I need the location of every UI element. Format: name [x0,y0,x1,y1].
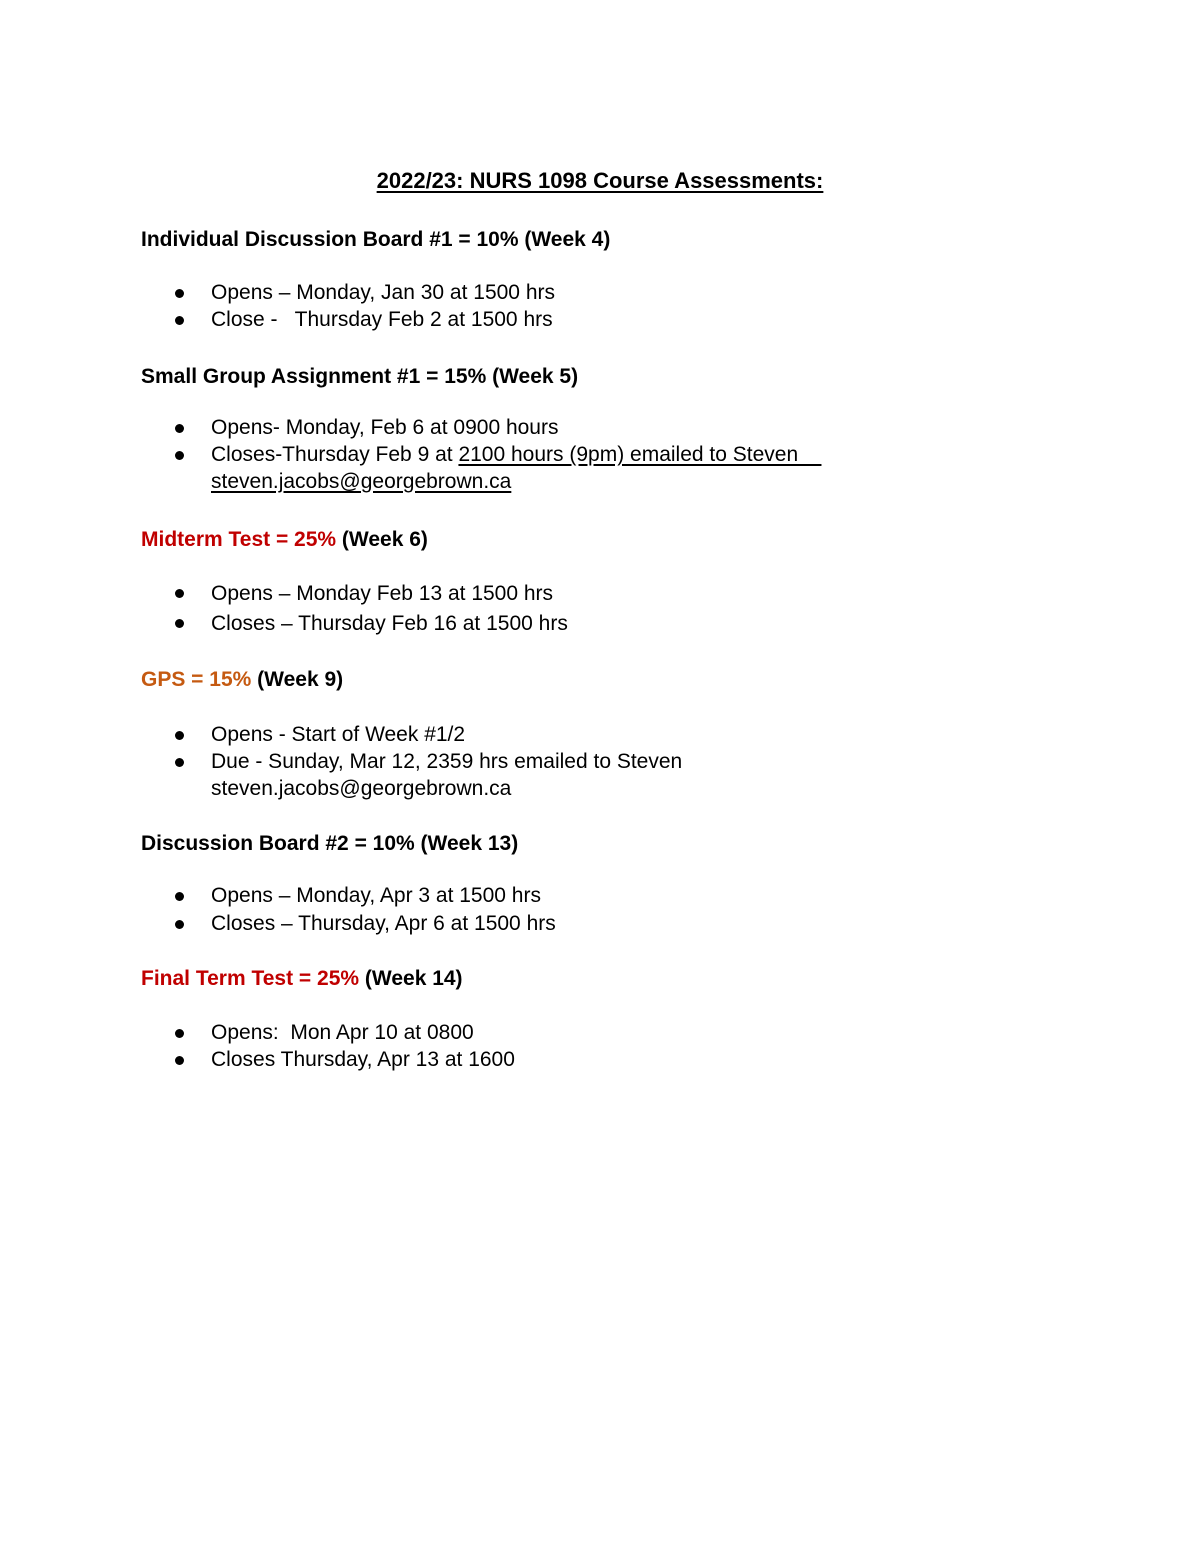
section-heading [141,362,1041,392]
section-heading-highlight: Final Term Test = 25% [141,967,360,990]
list-item-text: Opens – Monday, Jan 30 at 1500 hrs [211,281,555,304]
bullet-icon [175,758,184,767]
bullet-icon [175,424,184,433]
list-item [141,279,1041,306]
list-item [141,910,1041,938]
list-item-text: Closes – Thursday, Apr 6 at 1500 hrs [211,912,556,935]
bullet-icon [175,920,184,929]
section-heading-text: (Week 14) [359,967,463,990]
bullet-icon [175,316,184,325]
section-heading [141,964,1041,994]
list-item [141,1019,1041,1046]
bullet-icon [175,289,184,298]
email-text: steven.jacobs@georgebrown.ca [211,777,512,800]
section-small-group-assignment-1 [141,362,1041,495]
list-item [141,414,1041,441]
bullet-list [141,414,1041,495]
list-item-text: Opens- Monday, Feb 6 at 0900 hours [211,416,559,439]
list-item [141,306,1041,333]
section-final-term-test [141,964,1041,1073]
list-item [141,579,1041,609]
list-item [141,441,1041,495]
bullet-list [141,721,1041,802]
document-title: 2022/23: NURS 1098 Course Assessments: [376,168,824,193]
bullet-icon [175,1056,184,1065]
list-item-text: Close - Thursday Feb 2 at 1500 hrs [211,308,553,331]
list-item-text: Due - Sunday, Mar 12, 2359 hrs emailed to Steven [211,750,683,773]
bullet-list [141,279,1041,333]
section-heading-text: Discussion Board #2 = 10% (Week 13) [141,832,519,855]
bullet-icon [175,589,184,598]
bullet-icon [175,892,184,901]
section-heading-text: Small Group Assignment #1 = 15% (Week 5) [141,365,579,388]
list-item-text: Opens – Monday Feb 13 at 1500 hrs [211,582,554,605]
bullet-list [141,1019,1041,1073]
list-item-text: Closes – Thursday Feb 16 at 1500 hrs [211,612,568,635]
section-discussion-board-1 [141,225,1041,333]
section-heading-text: Individual Discussion Board #1 = 10% (Week 4) [141,228,611,251]
section-heading [141,225,1041,255]
list-item [141,882,1041,910]
section-gps [141,665,1041,802]
section-heading-text: (Week 6) [336,528,428,551]
section-heading-highlight: GPS = 15% [141,668,252,691]
bullet-icon [175,451,184,460]
bullet-list [141,579,1041,639]
list-item [141,609,1041,639]
list-item-text: Opens: Mon Apr 10 at 0800 [211,1021,474,1044]
section-heading [141,829,1041,859]
list-item-text: Closes-Thursday Feb 9 at [211,443,459,466]
list-item-underlined-text: 2100 hours (9pm) emailed to Steven [458,443,822,466]
bullet-icon [175,1029,184,1038]
bullet-icon [175,619,184,628]
email-link[interactable]: steven.jacobs@georgebrown.ca [211,470,512,493]
section-heading-text: (Week 9) [251,668,344,691]
list-item-text: Opens – Monday, Apr 3 at 1500 hrs [211,884,541,907]
section-heading-highlight: Midterm Test = 25% [141,528,337,551]
section-discussion-board-2 [141,829,1041,938]
list-item [141,748,1041,802]
list-item [141,721,1041,748]
list-item-text: Opens - Start of Week #1/2 [211,723,466,746]
list-item [141,1046,1041,1073]
section-heading [141,525,1041,555]
list-item-text: Closes Thursday, Apr 13 at 1600 [211,1048,515,1071]
section-heading [141,665,1041,695]
section-midterm-test [141,525,1041,639]
bullet-icon [175,731,184,740]
bullet-list [141,882,1041,938]
